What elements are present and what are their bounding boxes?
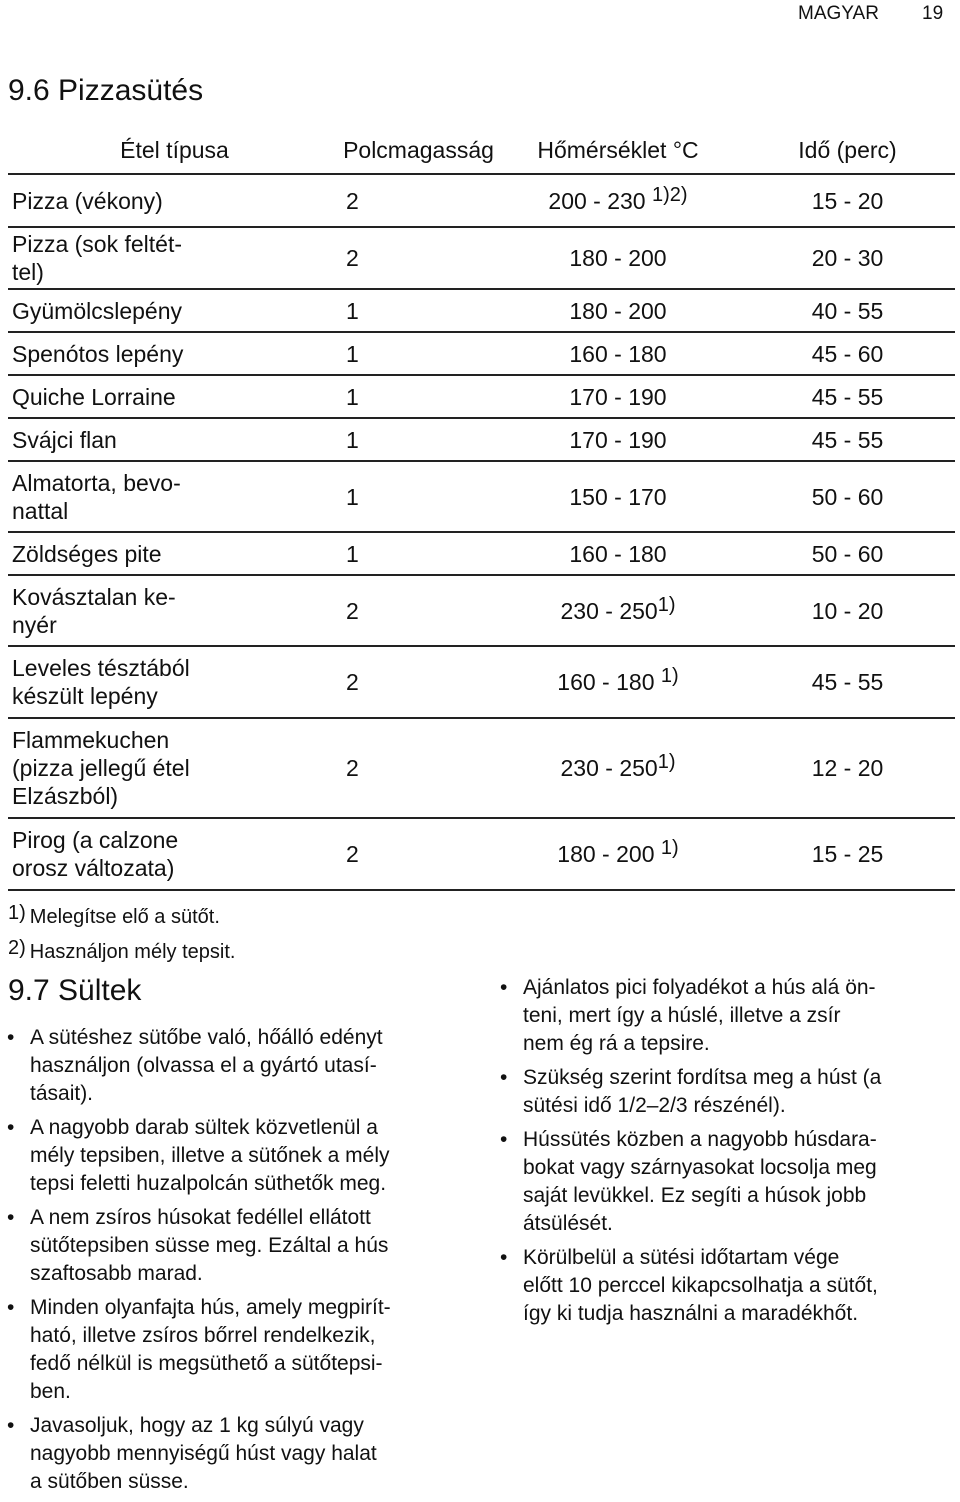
cell-temperature — [496, 375, 740, 418]
cell-temperature — [496, 718, 740, 818]
temperature-footnote-mark: 1) — [657, 593, 676, 616]
food-line: Svájci flan — [12, 426, 117, 453]
list-item — [7, 1412, 465, 1496]
list-item-line: mély tepsiben, illetve a sütőnek a mély — [30, 1144, 390, 1167]
table-row — [8, 418, 955, 461]
cell-food — [8, 575, 341, 646]
food-line: Quiche Lorraine — [12, 383, 176, 410]
food-line: Gyümölcslepény — [12, 297, 183, 324]
temperature-value: 160 - 180 — [569, 540, 667, 567]
temperature-value: 160 - 180 — [569, 340, 667, 367]
table-row — [8, 818, 955, 890]
food-line: Almatorta, bevo- — [12, 469, 181, 496]
column-header-temperature: Hőmérséklet °C — [496, 128, 740, 174]
table-body — [8, 174, 955, 890]
cell-temperature — [496, 575, 740, 646]
table-row — [8, 174, 955, 227]
cell-food — [8, 418, 341, 461]
list-item-line: • Hússütés közben a nagyobb húsdara- — [523, 1128, 877, 1151]
list-item — [7, 1294, 465, 1406]
food-line: Leveles tésztából — [12, 655, 190, 681]
footnote-text: Használjon mély tepsit. — [29, 941, 236, 963]
column-header-time: Idő (perc) — [740, 128, 955, 174]
cell-level: 2 — [341, 174, 496, 227]
cell-level: 2 — [341, 646, 496, 718]
footnote — [8, 898, 235, 933]
footnotes — [8, 898, 235, 968]
cell-time: 50 - 60 — [740, 461, 955, 532]
cell-food — [8, 818, 341, 890]
cell-time: 15 - 25 — [740, 818, 955, 890]
cell-time: 50 - 60 — [740, 532, 955, 575]
list-item-line: ben. — [30, 1380, 71, 1403]
cell-food — [8, 375, 341, 418]
food-line: Pizza (vékony) — [12, 187, 163, 214]
table-row — [8, 289, 955, 332]
list-item-line: tásait). — [30, 1082, 94, 1105]
food-line: Spenótos lepény — [12, 340, 184, 367]
table-row — [8, 332, 955, 375]
cell-time: 10 - 20 — [740, 575, 955, 646]
temperature-value: 170 - 190 — [569, 383, 667, 410]
list-item-line: bokat vagy szárnyasokat locsolja meg — [523, 1156, 877, 1179]
page-header — [0, 0, 960, 28]
temperature-value: 230 - 250 — [560, 597, 658, 624]
temperature-value: 180 - 200 — [569, 297, 667, 324]
cell-level: 2 — [341, 818, 496, 890]
food-line: tel) — [12, 259, 44, 285]
footnote-text: Melegítse elő a sütőt. — [29, 906, 220, 928]
list-item — [7, 1114, 465, 1198]
section-title-roast: 9.7 Sültek — [8, 974, 142, 1007]
table-row — [8, 575, 955, 646]
cell-food — [8, 174, 341, 227]
cell-temperature — [496, 418, 740, 461]
list-item — [7, 1024, 465, 1108]
cell-time: 45 - 55 — [740, 375, 955, 418]
temperature-footnote-mark: 1) — [660, 665, 679, 687]
cell-level: 1 — [341, 332, 496, 375]
section-title-pizza: 9.6 Pizzasütés — [8, 74, 204, 107]
food-line: orosz változata) — [12, 855, 175, 881]
cell-level: 1 — [341, 461, 496, 532]
cell-level: 2 — [341, 227, 496, 289]
food-line: Pirog (a calzone — [12, 827, 179, 853]
pizza-baking-table — [8, 128, 955, 891]
cell-temperature — [496, 646, 740, 718]
list-item — [500, 1126, 954, 1238]
list-item-line: • Szükség szerint fordítsa meg a húst (a — [523, 1066, 882, 1089]
temperature-value: 180 - 200 — [569, 245, 667, 271]
list-item — [500, 1244, 954, 1328]
list-item-line: a sütőben süsse. — [30, 1470, 189, 1493]
list-item-line: sütési idő 1/2–2/3 részénél). — [523, 1094, 786, 1117]
footnote-mark: 2) — [8, 937, 26, 959]
page-number: 19 — [922, 3, 944, 24]
roast-tips-left-list — [7, 1024, 465, 1502]
footnote-mark: 1) — [8, 902, 26, 924]
cell-level: 2 — [341, 575, 496, 646]
cell-time: 45 - 55 — [740, 646, 955, 718]
cell-level: 1 — [341, 418, 496, 461]
temperature-value: 180 - 200 — [557, 841, 661, 867]
list-item-line: saját levükkel. Ez segíti a húsok jobb — [523, 1184, 867, 1207]
food-line: nyér — [12, 611, 57, 638]
food-line: nattal — [12, 497, 69, 524]
cell-temperature — [496, 289, 740, 332]
list-item-line: nagyobb mennyiségű húst vagy halat — [30, 1442, 377, 1465]
cell-food — [8, 532, 341, 575]
temperature-value: 230 - 250 — [560, 755, 658, 781]
list-item-line: átsülését. — [523, 1212, 613, 1235]
list-item-line: • Ajánlatos pici folyadékot a hús alá ön- — [523, 976, 876, 999]
column-header-level: Polcmagasság — [341, 128, 496, 174]
temperature-value: 160 - 180 — [557, 669, 661, 695]
column-header-food: Étel típusa — [8, 128, 341, 174]
cell-food — [8, 718, 341, 818]
cell-time: 12 - 20 — [740, 718, 955, 818]
cell-temperature — [496, 227, 740, 289]
language-label: MAGYAR — [798, 3, 879, 24]
list-item-line: • Javasoljuk, hogy az 1 kg súlyú vagy — [30, 1414, 364, 1437]
list-item-line: szaftosabb marad. — [30, 1262, 203, 1285]
cell-level: 1 — [341, 289, 496, 332]
cell-food — [8, 289, 341, 332]
list-item — [500, 1064, 954, 1120]
cell-temperature — [496, 818, 740, 890]
list-item-line: tepsi feletti huzalpolcán süthetők meg. — [30, 1172, 387, 1195]
cell-time: 15 - 20 — [740, 174, 955, 227]
list-item-line: nem ég rá a tepsire. — [523, 1032, 710, 1055]
list-item-line: fedő nélkül is megsüthető a sütőtepsi- — [30, 1352, 383, 1375]
temperature-value: 200 - 230 — [548, 187, 652, 214]
cell-food — [8, 646, 341, 718]
table-row — [8, 461, 955, 532]
cell-time: 20 - 30 — [740, 227, 955, 289]
list-item-line: • A sütéshez sütőbe való, hőálló edényt — [30, 1026, 383, 1049]
list-item — [500, 974, 954, 1058]
cell-time: 40 - 55 — [740, 289, 955, 332]
list-item-line: előtt 10 perccel kikapcsolhatja a sütőt, — [523, 1274, 878, 1297]
temperature-footnote-mark: 1) — [660, 837, 679, 859]
temperature-footnote-mark: 1)2) — [652, 183, 688, 206]
food-line: Elzászból) — [12, 783, 119, 809]
list-item-line: így ki tudja használni a maradékhőt. — [523, 1302, 859, 1325]
cell-level: 1 — [341, 375, 496, 418]
cell-level: 1 — [341, 532, 496, 575]
list-item-line: • A nagyobb darab sültek közvetlenül a — [30, 1116, 378, 1139]
cell-food — [8, 461, 341, 532]
list-item — [7, 1204, 465, 1288]
cell-temperature — [496, 174, 740, 227]
cell-time: 45 - 60 — [740, 332, 955, 375]
food-line: Flammekuchen — [12, 727, 170, 753]
table-row — [8, 227, 955, 289]
table-row — [8, 646, 955, 718]
temperature-footnote-mark: 1) — [657, 751, 676, 773]
list-item-line: • Minden olyanfajta hús, amely megpirít- — [30, 1296, 391, 1319]
food-line: (pizza jellegű étel — [12, 755, 190, 781]
temperature-value: 150 - 170 — [569, 483, 667, 510]
list-item-line: teni, mert így a húslé, illetve a zsír — [523, 1004, 841, 1027]
table-row — [8, 718, 955, 818]
food-line: Kovásztalan ke- — [12, 583, 176, 610]
cell-temperature — [496, 532, 740, 575]
footnote — [8, 933, 235, 968]
table-header-row — [8, 128, 955, 174]
list-item-line: sütőtepsiben süsse meg. Ezáltal a hús — [30, 1234, 389, 1257]
table-row — [8, 532, 955, 575]
cell-level: 2 — [341, 718, 496, 818]
list-item-line: • A nem zsíros húsokat fedéllel ellátott — [30, 1206, 371, 1229]
list-item-line: használjon (olvassa el a gyártó utasí- — [30, 1054, 377, 1077]
temperature-value: 170 - 190 — [569, 426, 667, 453]
list-item-line: ható, illetve zsíros bőrrel rendelkezik, — [30, 1324, 376, 1347]
cell-temperature — [496, 461, 740, 532]
food-line: készült lepény — [12, 683, 158, 709]
cell-temperature — [496, 332, 740, 375]
table-row — [8, 375, 955, 418]
food-line: Pizza (sok feltét- — [12, 231, 182, 257]
food-line: Zöldséges pite — [12, 540, 162, 567]
cell-time: 45 - 55 — [740, 418, 955, 461]
roast-tips-right-list — [500, 974, 954, 1334]
cell-food — [8, 227, 341, 289]
list-item-line: • Körülbelül a sütési időtartam vége — [523, 1246, 840, 1269]
cell-food — [8, 332, 341, 375]
